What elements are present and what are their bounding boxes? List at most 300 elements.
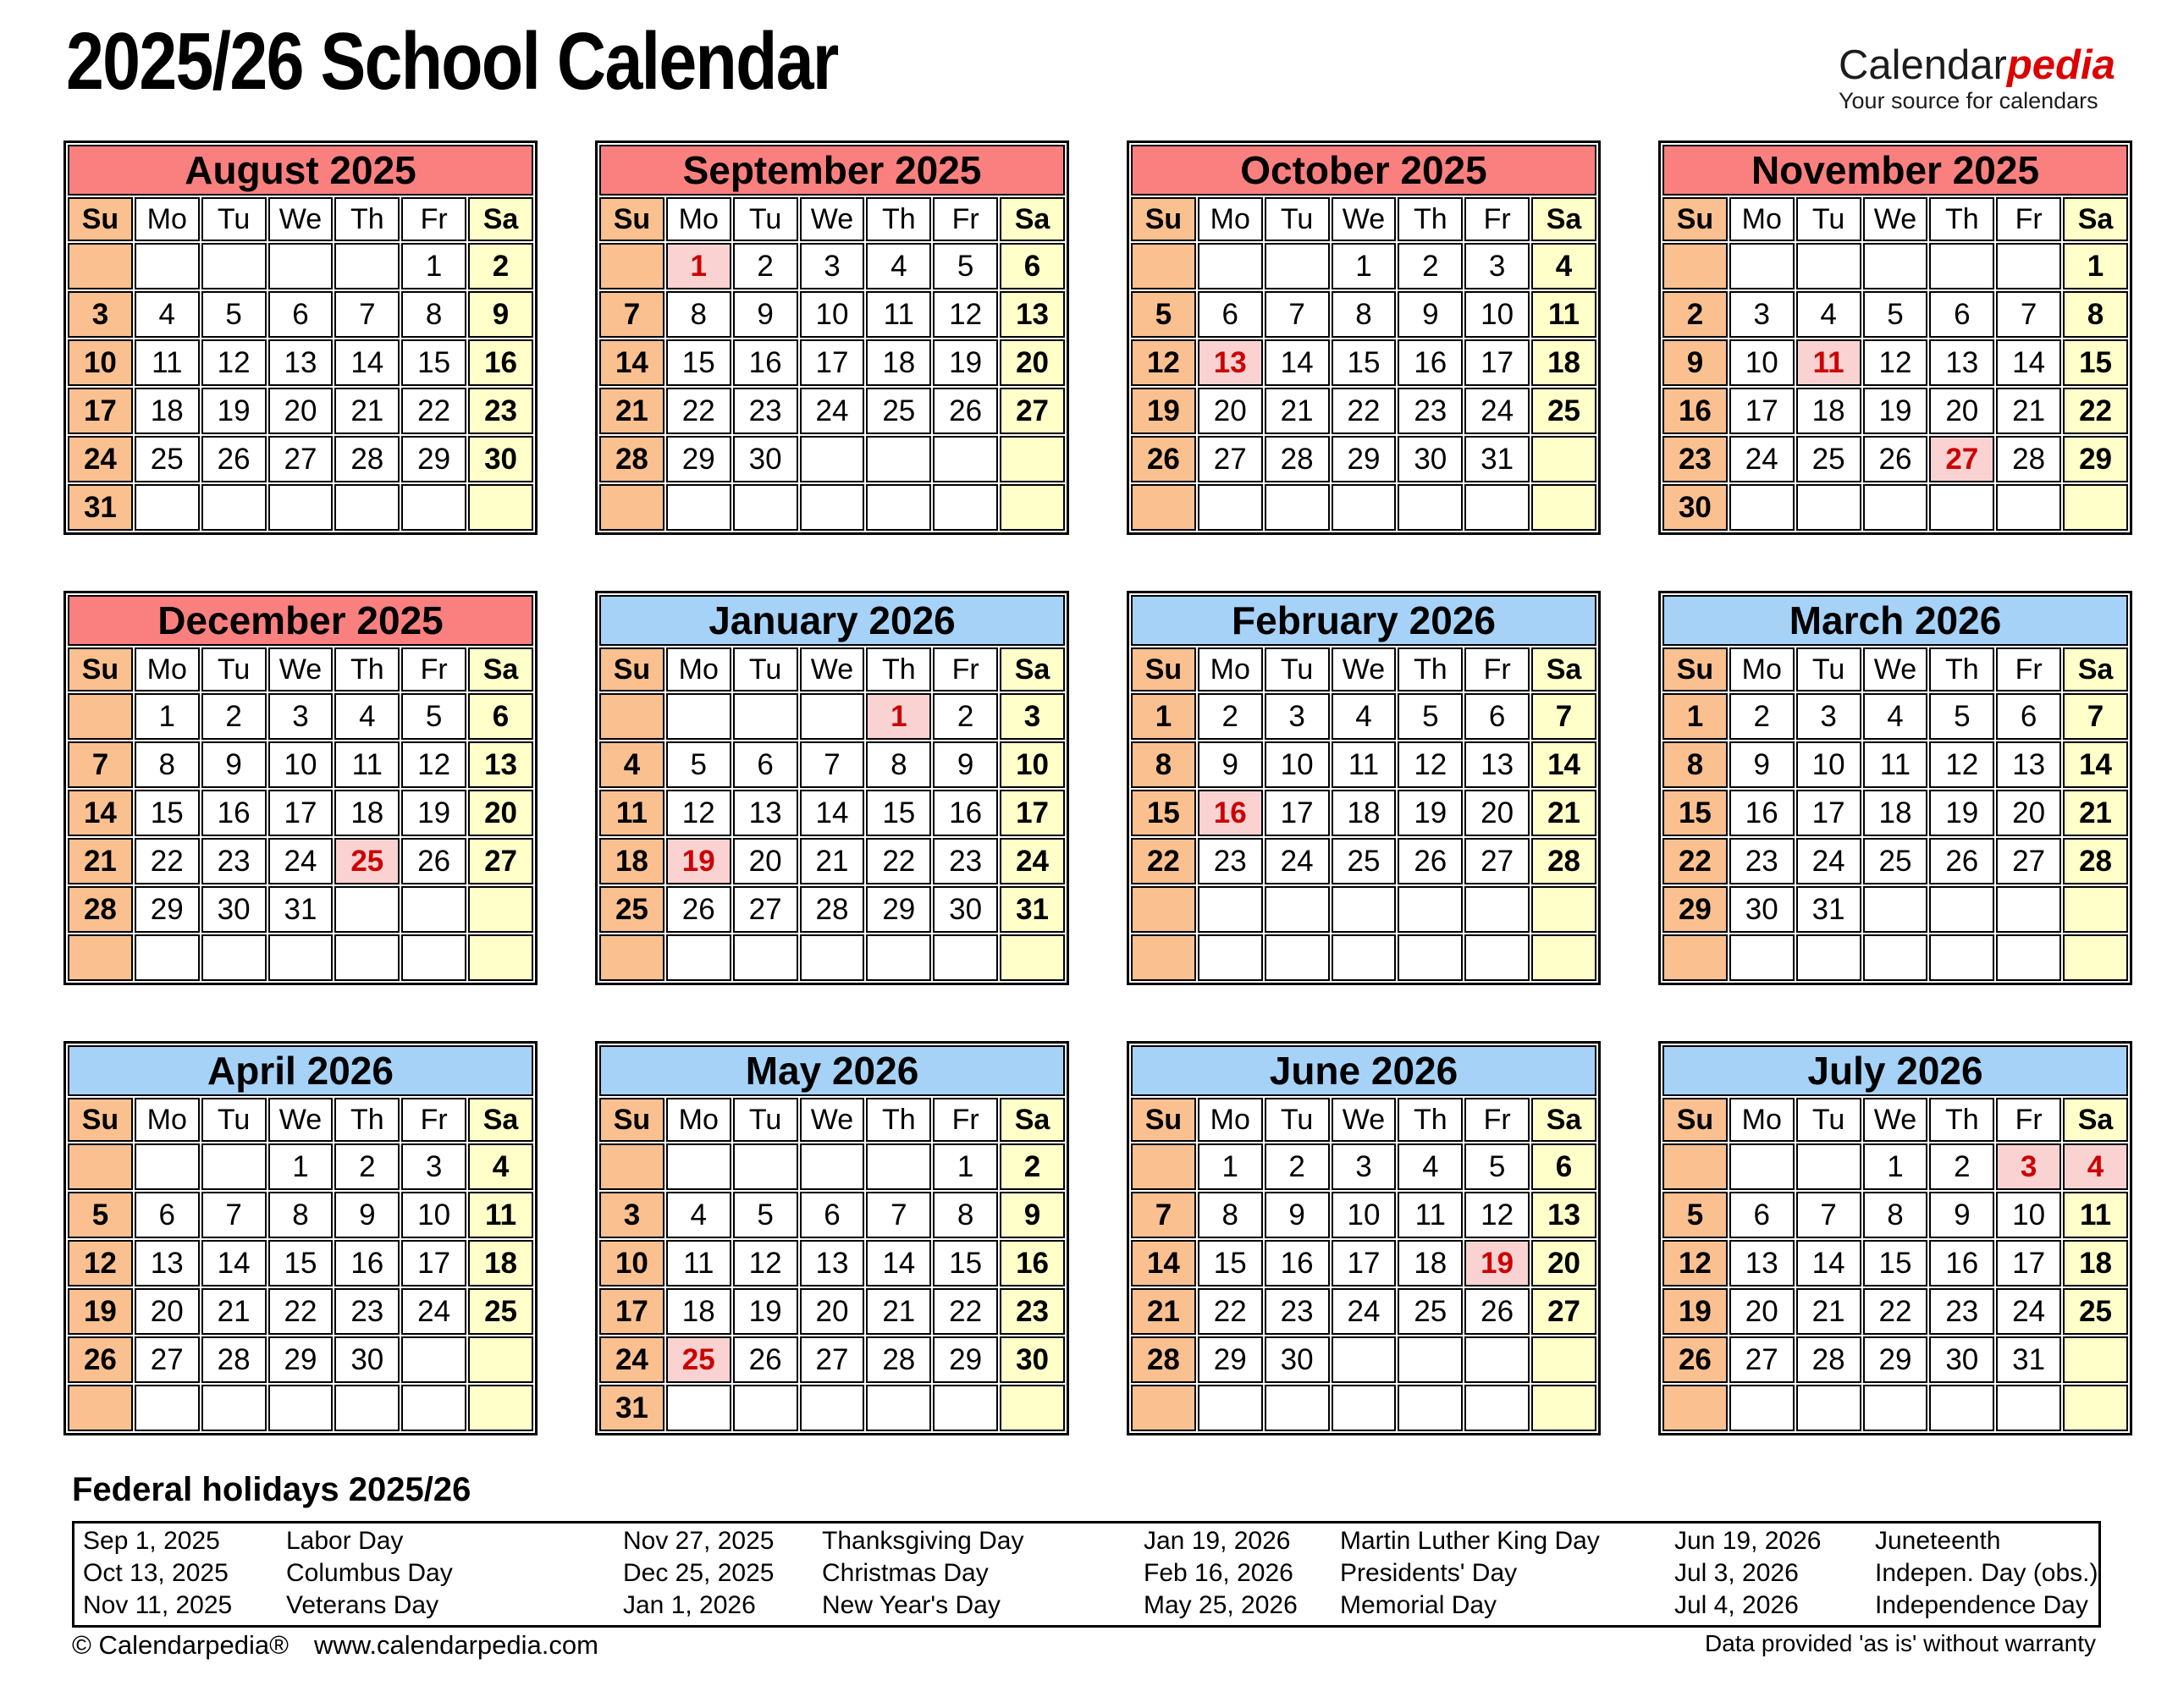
day-cell-empty [1198, 934, 1263, 981]
day-header-su: Su [599, 197, 664, 241]
day-cell: 26 [1464, 1288, 1530, 1335]
day-cell: 14 [1531, 741, 1596, 788]
day-cell-empty [1131, 934, 1196, 981]
day-cell: 27 [135, 1336, 200, 1383]
day-header-mo: Mo [666, 647, 731, 691]
day-cell: 26 [1662, 1336, 1728, 1383]
day-cell-empty [666, 484, 731, 531]
day-cell: 3 [1796, 693, 1861, 740]
day-cell: 17 [1729, 388, 1795, 434]
day-header-th: Th [1398, 647, 1463, 691]
day-header-we: We [268, 197, 334, 241]
day-cell: 19 [933, 339, 998, 386]
day-cell: 29 [401, 436, 466, 482]
day-header-th: Th [866, 197, 931, 241]
day-cell-empty [1796, 934, 1861, 981]
logo-tagline: Your source for calendars [1839, 88, 2098, 114]
day-cell: 24 [1796, 838, 1861, 884]
day-cell: 8 [1662, 741, 1728, 788]
day-cell: 24 [1000, 838, 1065, 884]
day-cell: 22 [933, 1288, 998, 1335]
day-header-tu: Tu [1265, 647, 1330, 691]
day-cell: 4 [2063, 1143, 2128, 1190]
day-cell-empty [599, 934, 664, 981]
day-cell-empty [135, 484, 200, 531]
day-cell: 14 [1131, 1240, 1196, 1287]
day-cell-empty [2063, 1385, 2128, 1431]
day-cell: 15 [1131, 790, 1196, 836]
day-header-th: Th [1398, 197, 1463, 241]
day-cell: 13 [1729, 1240, 1795, 1287]
day-cell: 11 [1332, 741, 1397, 788]
holiday-date: Jan 19, 2026 [1144, 1527, 1291, 1555]
day-header-mo: Mo [1729, 197, 1795, 241]
day-cell: 24 [1729, 436, 1795, 482]
day-cell: 5 [1464, 1143, 1530, 1190]
day-cell: 28 [866, 1336, 931, 1383]
day-cell-empty [599, 693, 664, 740]
day-cell-empty [1131, 484, 1196, 531]
day-cell: 9 [733, 291, 798, 338]
holiday-date: Feb 16, 2026 [1144, 1559, 1293, 1587]
day-cell: 29 [666, 436, 731, 482]
day-cell: 8 [135, 741, 200, 788]
day-cell-empty [1332, 934, 1397, 981]
day-cell: 21 [1131, 1288, 1196, 1335]
day-cell: 23 [1929, 1288, 1994, 1335]
day-cell: 5 [1662, 1192, 1728, 1238]
day-cell: 8 [1863, 1192, 1928, 1238]
day-cell-empty [1996, 934, 2061, 981]
day-header-we: We [1863, 647, 1928, 691]
logo-brand [1839, 44, 2115, 87]
day-header-th: Th [334, 647, 400, 691]
day-cell: 4 [666, 1192, 731, 1238]
day-cell: 19 [1662, 1288, 1728, 1335]
day-cell: 21 [201, 1288, 267, 1335]
day-cell-empty [1332, 886, 1397, 933]
day-cell-empty [1131, 243, 1196, 289]
day-cell: 19 [1929, 790, 1994, 836]
day-cell: 1 [1863, 1143, 1928, 1190]
day-header-sa: Sa [468, 1098, 533, 1142]
day-header-th: Th [334, 1098, 400, 1142]
day-header-fr: Fr [933, 1098, 998, 1142]
day-cell-empty [201, 1385, 267, 1431]
holiday-name: Columbus Day [286, 1559, 453, 1587]
day-cell: 13 [1929, 339, 1994, 386]
month-title: September 2025 [599, 145, 1065, 196]
day-cell-empty [866, 484, 931, 531]
day-cell: 17 [1000, 790, 1065, 836]
day-cell-empty [866, 1143, 931, 1190]
day-cell: 17 [401, 1240, 466, 1287]
day-cell: 4 [1863, 693, 1928, 740]
day-cell: 2 [1729, 693, 1795, 740]
day-cell: 23 [1265, 1288, 1330, 1335]
day-cell: 2 [1662, 291, 1728, 338]
day-cell: 14 [2063, 741, 2128, 788]
day-cell-empty [201, 243, 267, 289]
day-cell: 11 [1796, 339, 1861, 386]
day-cell: 13 [135, 1240, 200, 1287]
day-cell: 10 [1729, 339, 1795, 386]
day-cell-empty [268, 484, 334, 531]
day-cell-empty [1863, 243, 1928, 289]
day-cell-empty [1464, 484, 1530, 531]
day-cell: 8 [268, 1192, 334, 1238]
day-cell-empty [1863, 1385, 1928, 1431]
day-cell: 5 [733, 1192, 798, 1238]
day-header-tu: Tu [733, 1098, 798, 1142]
day-cell: 30 [1929, 1336, 1994, 1383]
day-cell: 22 [2063, 388, 2128, 434]
month-title: December 2025 [68, 595, 533, 646]
day-cell: 20 [1996, 790, 2061, 836]
day-cell: 23 [1662, 436, 1728, 482]
day-cell: 5 [1863, 291, 1928, 338]
day-cell-empty [1265, 1385, 1330, 1431]
day-cell: 13 [268, 339, 334, 386]
day-cell-empty [1662, 1143, 1728, 1190]
day-header-fr: Fr [401, 197, 466, 241]
day-cell: 11 [866, 291, 931, 338]
day-cell: 16 [1729, 790, 1795, 836]
day-cell: 30 [1662, 484, 1728, 531]
month-title: February 2026 [1131, 595, 1596, 646]
day-cell: 28 [201, 1336, 267, 1383]
month-title: March 2026 [1662, 595, 2128, 646]
day-cell: 20 [800, 1288, 865, 1335]
holiday-name: Memorial Day [1340, 1591, 1497, 1619]
day-cell: 19 [201, 388, 267, 434]
holiday-date: Jun 19, 2026 [1674, 1527, 1822, 1555]
day-cell: 30 [334, 1336, 400, 1383]
day-cell: 9 [1929, 1192, 1994, 1238]
day-cell-empty [1398, 484, 1463, 531]
day-header-sa: Sa [1531, 197, 1596, 241]
day-header-tu: Tu [1796, 197, 1861, 241]
day-header-fr: Fr [1996, 647, 2061, 691]
day-cell: 24 [268, 838, 334, 884]
day-cell: 7 [2063, 693, 2128, 740]
day-header-sa: Sa [468, 197, 533, 241]
day-cell-empty [666, 1143, 731, 1190]
day-cell: 2 [201, 693, 267, 740]
day-header-we: We [800, 647, 865, 691]
day-cell: 5 [201, 291, 267, 338]
day-cell: 28 [599, 436, 664, 482]
day-cell: 11 [1863, 741, 1928, 788]
day-cell-empty [401, 1336, 466, 1383]
day-header-su: Su [599, 647, 664, 691]
day-cell: 23 [733, 388, 798, 434]
day-cell: 13 [1531, 1192, 1596, 1238]
month-february-2026 [1127, 591, 1601, 985]
holiday-name: Presidents' Day [1340, 1559, 1518, 1587]
day-header-sa: Sa [2063, 1098, 2128, 1142]
day-cell: 27 [468, 838, 533, 884]
day-cell: 13 [1000, 291, 1065, 338]
day-header-mo: Mo [1729, 1098, 1795, 1142]
holiday-date: Jul 3, 2026 [1674, 1559, 1799, 1587]
day-cell: 12 [933, 291, 998, 338]
month-title: August 2025 [68, 145, 533, 196]
day-cell: 29 [933, 1336, 998, 1383]
footer-url: www.calendarpedia.com [313, 1630, 598, 1660]
month-december-2025 [63, 591, 538, 985]
day-cell: 13 [1464, 741, 1530, 788]
day-cell: 24 [1464, 388, 1530, 434]
day-header-mo: Mo [135, 647, 200, 691]
day-cell: 24 [1265, 838, 1330, 884]
day-cell: 8 [1332, 291, 1397, 338]
day-cell: 28 [1131, 1336, 1196, 1383]
day-cell: 23 [933, 838, 998, 884]
day-cell-empty [334, 1385, 400, 1431]
day-header-th: Th [1929, 647, 1994, 691]
day-header-th: Th [334, 197, 400, 241]
day-cell-empty [1929, 243, 1994, 289]
day-cell: 15 [1863, 1240, 1928, 1287]
day-cell-empty [268, 243, 334, 289]
day-cell-empty [468, 1385, 533, 1431]
day-cell: 4 [1332, 693, 1397, 740]
day-cell: 12 [1662, 1240, 1728, 1287]
day-cell: 16 [334, 1240, 400, 1287]
day-header-we: We [800, 197, 865, 241]
day-cell: 10 [1332, 1192, 1397, 1238]
day-cell: 7 [1531, 693, 1596, 740]
day-cell: 8 [2063, 291, 2128, 338]
day-cell-empty [800, 1143, 865, 1190]
day-header-fr: Fr [933, 197, 998, 241]
month-may-2026 [595, 1041, 1069, 1435]
day-cell: 21 [866, 1288, 931, 1335]
day-cell: 2 [733, 243, 798, 289]
day-cell-empty [68, 1385, 133, 1431]
day-cell: 1 [866, 693, 931, 740]
day-cell: 15 [866, 790, 931, 836]
day-cell: 23 [1398, 388, 1463, 434]
day-cell: 24 [599, 1336, 664, 1383]
day-header-tu: Tu [1796, 647, 1861, 691]
day-cell-empty [1531, 1385, 1596, 1431]
day-cell: 9 [1265, 1192, 1330, 1238]
day-cell-empty [201, 1143, 267, 1190]
day-cell: 6 [268, 291, 334, 338]
day-cell: 16 [933, 790, 998, 836]
day-cell: 9 [933, 741, 998, 788]
day-cell: 7 [599, 291, 664, 338]
calendarpedia-logo [1839, 44, 2115, 113]
day-cell: 10 [268, 741, 334, 788]
day-cell: 21 [1996, 388, 2061, 434]
day-cell: 16 [1398, 339, 1463, 386]
day-cell-empty [201, 934, 267, 981]
day-header-fr: Fr [1996, 1098, 2061, 1142]
holiday-date: Sep 1, 2025 [83, 1527, 220, 1555]
day-cell-empty [1131, 1385, 1196, 1431]
day-cell: 7 [68, 741, 133, 788]
day-cell: 6 [1996, 693, 2061, 740]
month-title: November 2025 [1662, 145, 2128, 196]
day-cell: 9 [1000, 1192, 1065, 1238]
day-cell: 31 [1996, 1336, 2061, 1383]
day-cell-empty [401, 934, 466, 981]
day-cell: 22 [1662, 838, 1728, 884]
day-cell: 25 [866, 388, 931, 434]
day-cell: 23 [334, 1288, 400, 1335]
day-cell: 5 [1398, 693, 1463, 740]
day-cell: 7 [201, 1192, 267, 1238]
day-cell-empty [1464, 1336, 1530, 1383]
day-header-we: We [1332, 1098, 1397, 1142]
day-cell: 17 [1996, 1240, 2061, 1287]
day-cell: 1 [1332, 243, 1397, 289]
day-cell-empty [1863, 484, 1928, 531]
holiday-name: Veterans Day [286, 1591, 439, 1619]
holiday-date: Dec 25, 2025 [623, 1559, 775, 1587]
month-title: July 2026 [1662, 1045, 2128, 1096]
day-cell-empty [1729, 1143, 1795, 1190]
day-header-tu: Tu [1265, 197, 1330, 241]
day-cell-empty [268, 934, 334, 981]
day-cell: 1 [401, 243, 466, 289]
logo-text-red: pedia [2006, 42, 2115, 88]
day-cell-empty [800, 484, 865, 531]
day-cell-empty [1464, 1385, 1530, 1431]
day-cell-empty [68, 934, 133, 981]
day-cell: 2 [933, 693, 998, 740]
day-cell: 29 [1662, 886, 1728, 933]
day-cell: 30 [1729, 886, 1795, 933]
day-cell: 13 [1996, 741, 2061, 788]
day-cell-empty [135, 1385, 200, 1431]
day-header-th: Th [1398, 1098, 1463, 1142]
day-cell: 7 [1131, 1192, 1196, 1238]
day-cell-empty [599, 484, 664, 531]
day-header-su: Su [1662, 647, 1728, 691]
day-cell: 8 [401, 291, 466, 338]
day-cell: 6 [800, 1192, 865, 1238]
day-header-tu: Tu [1265, 1098, 1330, 1142]
month-september-2025 [595, 140, 1069, 535]
day-cell: 25 [468, 1288, 533, 1335]
day-header-th: Th [1929, 197, 1994, 241]
day-cell: 13 [800, 1240, 865, 1287]
day-cell: 4 [135, 291, 200, 338]
day-cell: 16 [468, 339, 533, 386]
day-header-we: We [1332, 197, 1397, 241]
day-cell: 17 [800, 339, 865, 386]
day-cell: 16 [1000, 1240, 1065, 1287]
day-cell: 16 [733, 339, 798, 386]
day-cell-empty [2063, 934, 2128, 981]
day-cell: 27 [1464, 838, 1530, 884]
day-cell: 18 [468, 1240, 533, 1287]
day-cell-empty [1729, 484, 1795, 531]
day-cell: 13 [468, 741, 533, 788]
day-cell-empty [1531, 886, 1596, 933]
day-cell: 2 [1265, 1143, 1330, 1190]
day-cell: 9 [334, 1192, 400, 1238]
holiday-date: Nov 27, 2025 [623, 1527, 775, 1555]
day-cell: 1 [933, 1143, 998, 1190]
day-cell: 5 [1929, 693, 1994, 740]
federal-holidays-table [72, 1521, 2101, 1628]
day-cell: 13 [733, 790, 798, 836]
day-cell: 17 [68, 388, 133, 434]
day-cell-empty [1996, 243, 2061, 289]
day-cell: 1 [1131, 693, 1196, 740]
day-cell: 10 [1796, 741, 1861, 788]
day-cell-empty [1398, 1385, 1463, 1431]
day-cell: 4 [1531, 243, 1596, 289]
day-cell-empty [800, 693, 865, 740]
day-cell: 8 [866, 741, 931, 788]
day-cell: 12 [1464, 1192, 1530, 1238]
day-cell: 22 [866, 838, 931, 884]
day-cell: 17 [1265, 790, 1330, 836]
day-cell: 13 [1198, 339, 1263, 386]
day-cell: 11 [334, 741, 400, 788]
day-cell: 11 [1531, 291, 1596, 338]
day-cell-empty [1198, 243, 1263, 289]
day-cell: 23 [201, 838, 267, 884]
day-cell: 6 [733, 741, 798, 788]
day-cell: 7 [866, 1192, 931, 1238]
day-header-su: Su [1131, 197, 1196, 241]
day-cell-empty [2063, 1336, 2128, 1383]
day-cell: 11 [135, 339, 200, 386]
day-cell-empty [933, 436, 998, 482]
day-cell: 27 [1929, 436, 1994, 482]
day-cell: 4 [334, 693, 400, 740]
day-header-su: Su [1131, 1098, 1196, 1142]
day-cell-empty [1729, 243, 1795, 289]
day-cell: 3 [1332, 1143, 1397, 1190]
day-header-fr: Fr [1464, 197, 1530, 241]
day-cell: 3 [800, 243, 865, 289]
day-cell: 17 [599, 1288, 664, 1335]
day-cell: 18 [1332, 790, 1397, 836]
day-cell-empty [1332, 1336, 1397, 1383]
day-cell-empty [1265, 886, 1330, 933]
day-cell: 26 [1929, 838, 1994, 884]
day-cell: 31 [1464, 436, 1530, 482]
day-cell: 15 [933, 1240, 998, 1287]
day-cell-empty [1531, 934, 1596, 981]
day-cell: 11 [599, 790, 664, 836]
day-cell: 7 [1796, 1192, 1861, 1238]
month-june-2026 [1127, 1041, 1601, 1435]
day-cell: 31 [1796, 886, 1861, 933]
holiday-name: New Year's Day [822, 1591, 1001, 1619]
months-grid [63, 140, 2132, 1435]
day-cell-empty [68, 243, 133, 289]
day-cell: 3 [268, 693, 334, 740]
holiday-date: May 25, 2026 [1144, 1591, 1298, 1619]
day-cell: 5 [401, 693, 466, 740]
holiday-date: Oct 13, 2025 [83, 1559, 229, 1587]
day-cell: 14 [1265, 339, 1330, 386]
day-cell: 4 [866, 243, 931, 289]
day-cell: 18 [866, 339, 931, 386]
day-cell: 10 [1265, 741, 1330, 788]
day-cell: 31 [599, 1385, 664, 1431]
day-cell: 21 [800, 838, 865, 884]
